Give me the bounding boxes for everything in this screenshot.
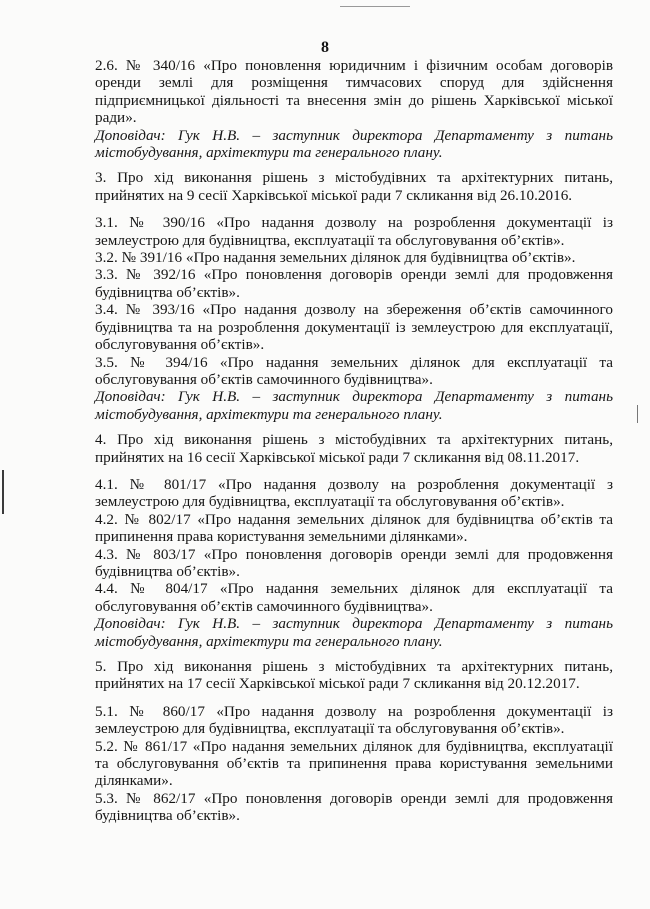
scan-artifact-line — [340, 6, 410, 7]
agenda-item-5-1: 5.1. № 860/17 «Про надання дозволу на розроблення документації із землеустрою для будівництва, експлуатації та обслуговування об’єктів». — [95, 702, 613, 738]
scan-artifact-mark — [2, 470, 4, 514]
agenda-section-3: 3. Про хід виконання рішень з містобудівних та архітектурних питань, прийнятих на 9 сесії Харківської міської ради 7 скликання від 26.10.2016. — [95, 169, 613, 204]
document-body — [95, 57, 613, 825]
agenda-item-5-3: 5.3. № 862/17 «Про поновлення договорів оренди землі для продовження будівництва об’єктів». — [95, 789, 613, 825]
agenda-item-5-2: 5.2. № 861/17 «Про надання земельних ділянок для будівництва, експлуатації та обслуговування об’єктів та припинення права користування земельними ділянками». — [95, 737, 613, 790]
page-number: 8 — [321, 39, 329, 56]
agenda-item-4-2: 4.2. № 802/17 «Про надання земельних ділянок для будівництва об’єктів та припинення права користування земельними ділянками». — [95, 510, 613, 546]
agenda-item-3-1: 3.1. № 390/16 «Про надання дозволу на розроблення документації із землеустрою для будівництва, експлуатації та обслуговування об’єктів». — [95, 214, 613, 249]
speaker-line: Доповідач: Гук Н.В. – заступник директора Департаменту з питань містобудування, архітектури та генерального плану. — [95, 388, 613, 423]
agenda-item-3-2: 3.2. № 391/16 «Про надання земельних ділянок для будівництва об’єктів». — [95, 249, 576, 267]
agenda-section-5: 5. Про хід виконання рішень з містобудівних та архітектурних питань, прийнятих на 17 сесії Харківської міської ради 7 скликання від 20.12.2017. — [95, 658, 613, 693]
speaker-line: Доповідач: Гук Н.В. – заступник директора Департаменту з питань містобудування, архітектури та генерального плану. — [95, 615, 613, 650]
agenda-item-4-1: 4.1. № 801/17 «Про надання дозволу на розроблення документації з землеустрою для будівництва, експлуатації та обслуговування об’єктів». — [95, 475, 613, 511]
speaker-line: Доповідач: Гук Н.В. – заступник директора Департаменту з питань містобудування, архітектури та генерального плану. — [95, 126, 613, 162]
agenda-section-4: 4. Про хід виконання рішень з містобудівних та архітектурних питань, прийнятих на 16 сесії Харківської міської ради 7 скликання від 08.11.2017. — [95, 431, 613, 466]
agenda-item-4-4: 4.4. № 804/17 «Про надання земельних ділянок для експлуатації та обслуговування об’єктів самочинного будівництва». — [95, 580, 613, 615]
agenda-item-2-6: 2.6. № 340/16 «Про поновлення юридичним і фізичним особам договорів оренди землі для розміщення тимчасових споруд для здійснення підприємницької діяльності та внесення змін до рішень Харківської міської ради». — [95, 57, 613, 127]
agenda-item-4-3: 4.3. № 803/17 «Про поновлення договорів оренди землі для продовження будівництва об’єктів». — [95, 545, 613, 580]
scan-artifact-mark — [637, 405, 638, 423]
agenda-item-3-3: 3.3. № 392/16 «Про поновлення договорів оренди землі для продовження будівництва об’єктів». — [95, 266, 613, 301]
agenda-item-3-5: 3.5. № 394/16 «Про надання земельних ділянок для експлуатації та обслуговування об’єктів самочинного будівництва». — [95, 353, 613, 388]
agenda-item-3-4: 3.4. № 393/16 «Про надання дозволу на збереження об’єктів самочинного будівництва та на розроблення документації із землеустрою для експлуатації, обслуговування об’єктів». — [95, 301, 613, 354]
